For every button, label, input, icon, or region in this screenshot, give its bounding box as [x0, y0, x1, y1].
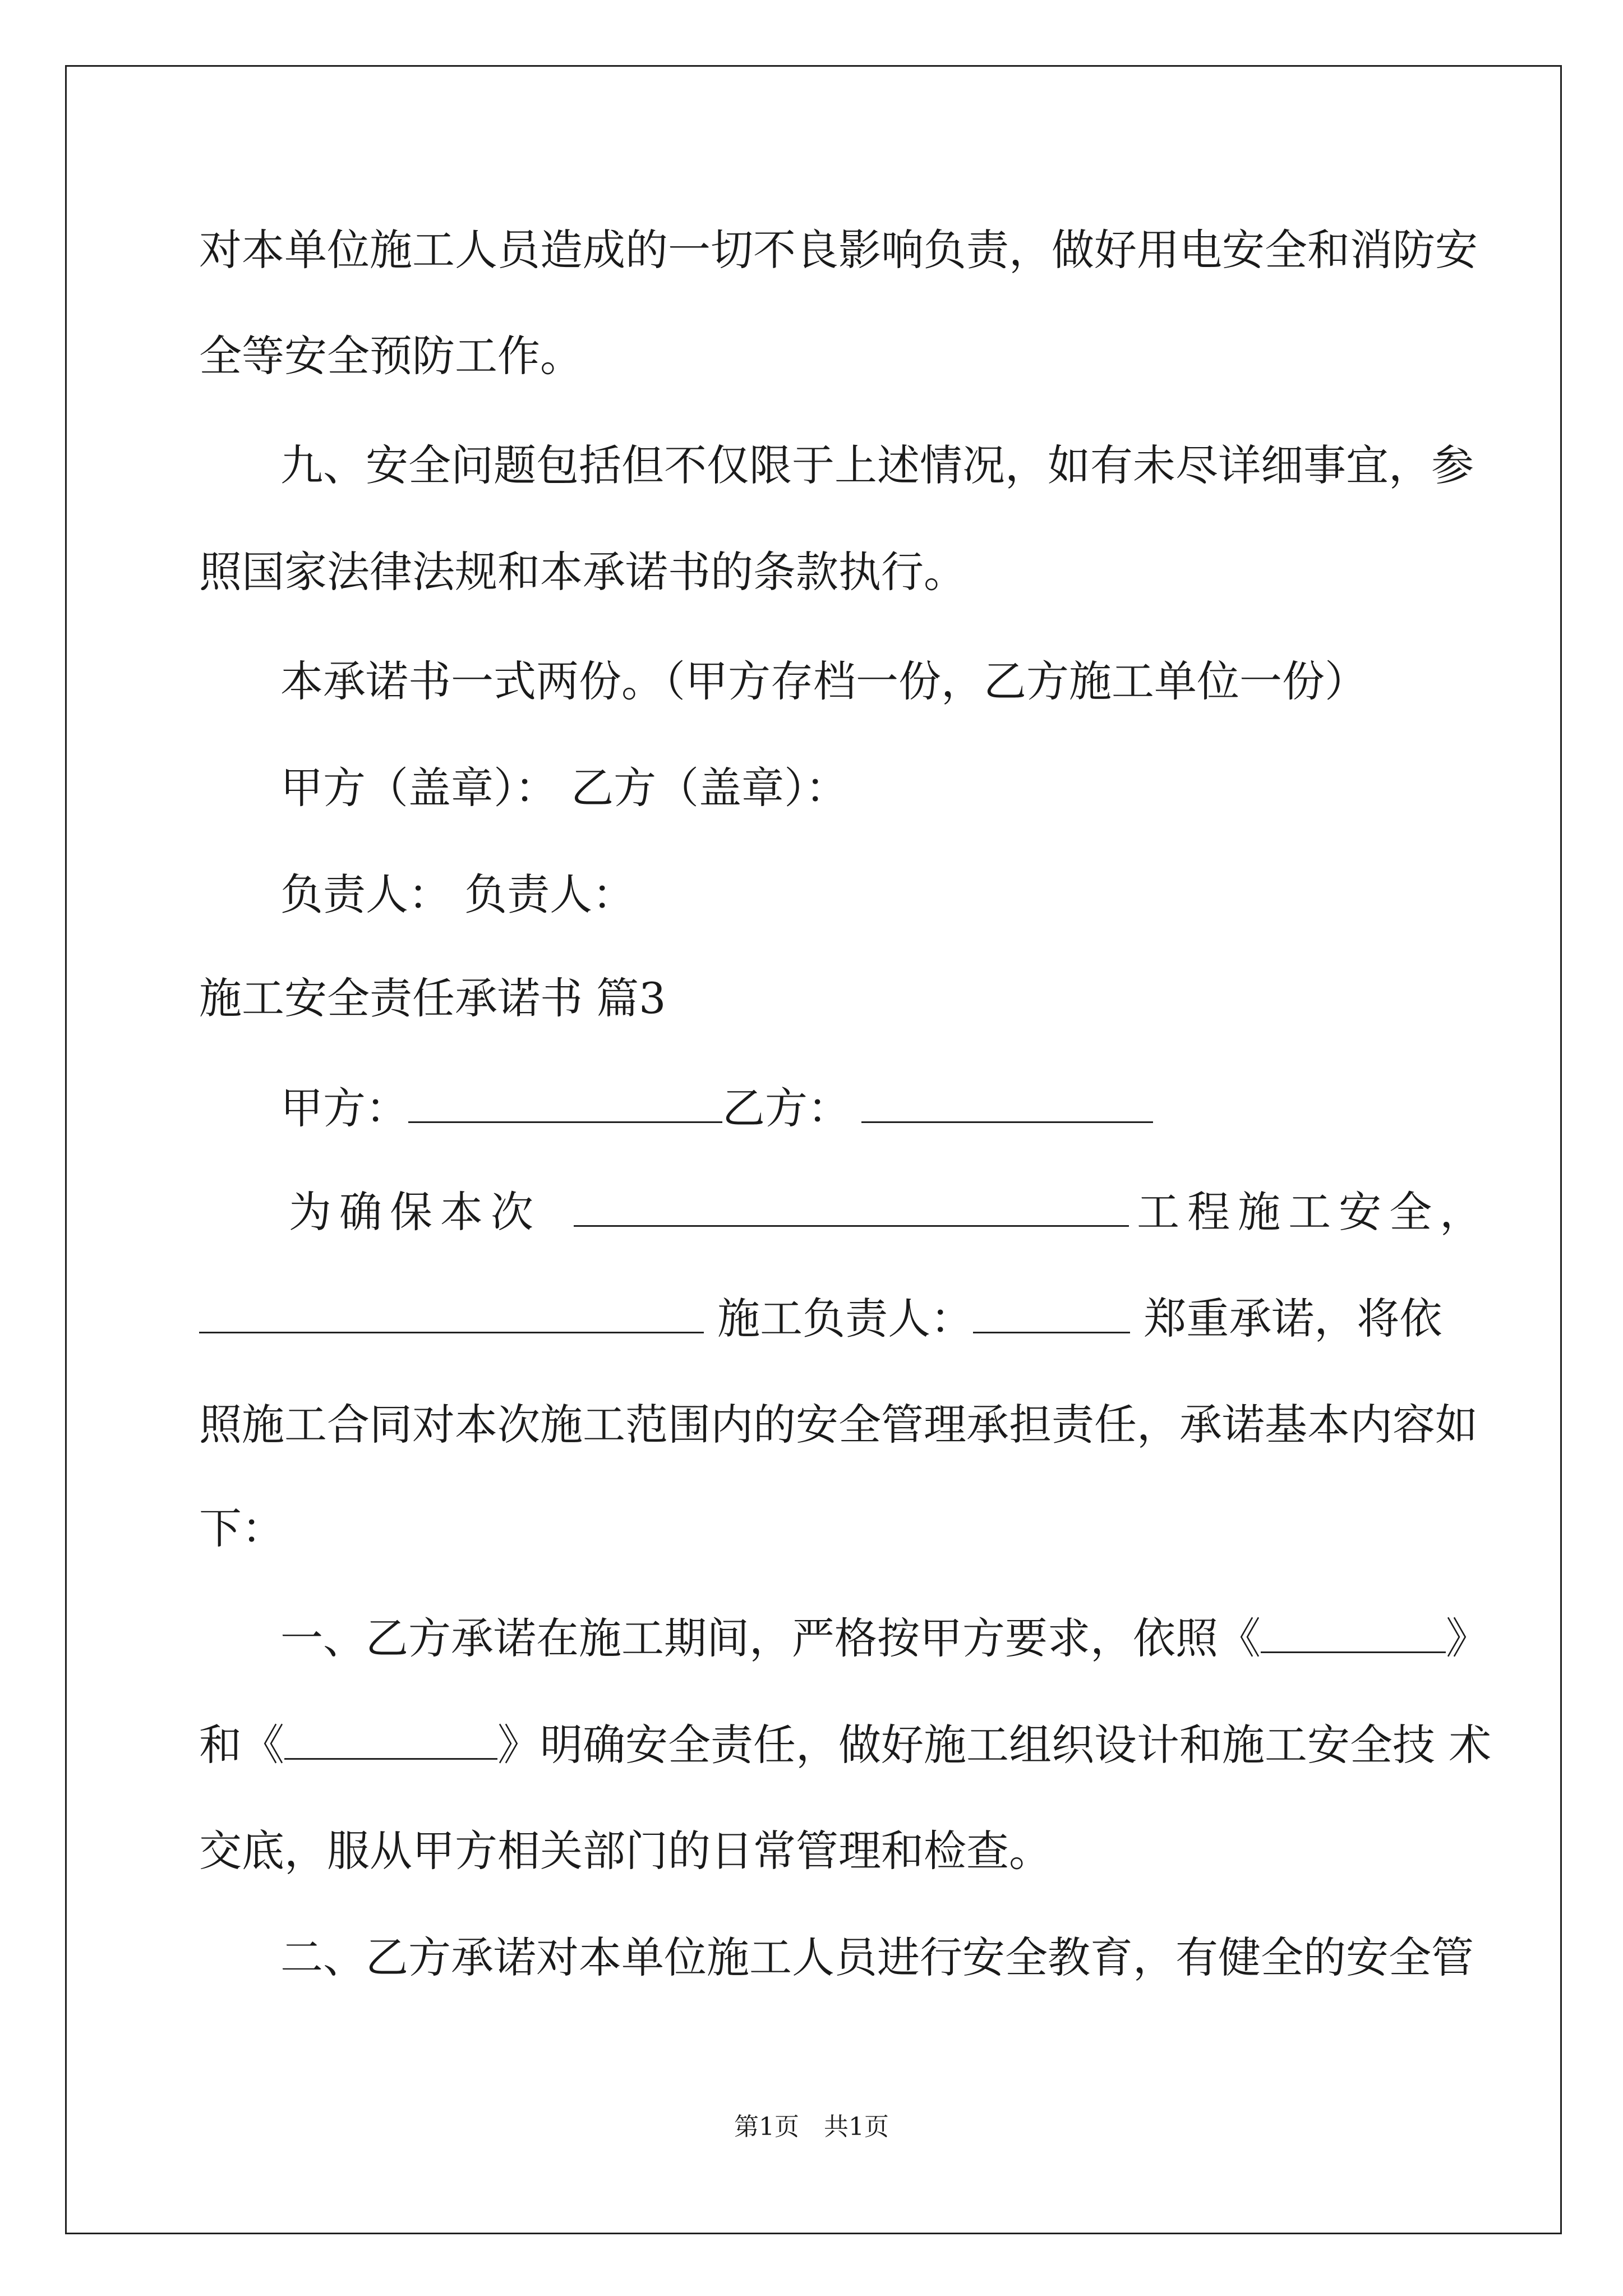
blank-field [408, 1080, 722, 1123]
party-line: 甲方： 乙方： [280, 1080, 1153, 1137]
text-line: 一、乙方承诺在施工期间，严格按甲方要求，依照《 》 [280, 1610, 1488, 1667]
blank-field [284, 1717, 497, 1760]
text-line: 交底，服从甲方相关部门的日常管理和检查。 [199, 1826, 1052, 1876]
blank-field [199, 1290, 704, 1333]
signature-line: 负责人： 负责人： [280, 869, 635, 919]
text-line: 施工负责人： 郑重承诺，将依 [199, 1290, 1442, 1347]
section-heading: 施工安全责任承诺书 篇3 [199, 973, 666, 1023]
blank-field [574, 1184, 1129, 1227]
signature-line: 甲方（盖章）： 乙方（盖章）： [280, 763, 849, 813]
text-line: 二、乙方承诺对本单位施工人员进行安全教育，有健全的安全管 [280, 1932, 1474, 1982]
text-line: 照国家法律法规和本承诺书的条款执行。 [199, 547, 966, 597]
blank-field [861, 1080, 1153, 1123]
text-line: 和《 》明确安全责任，做好施工组织设计和施工安全技 术 [199, 1717, 1491, 1773]
text-line: 对本单位施工人员造成的一切不良影响负责，做好用电安全和消防安 [199, 225, 1478, 275]
page-border [65, 65, 1562, 2234]
blank-field [973, 1290, 1130, 1333]
text-line: 本承诺书一式两份。（甲方存档一份，乙方施工单位一份） [280, 656, 1367, 706]
text-line: 全等安全预防工作。 [199, 331, 583, 381]
text-line: 九、安全问题包括但不仅限于上述情况，如有未尽详细事宜，参 [280, 440, 1474, 490]
text-line: 为确保本次 工程施工安全， [289, 1184, 1490, 1240]
blank-field [1261, 1610, 1446, 1653]
page-number: 第1页 共1页 [734, 2113, 889, 2141]
text-line: 下： [199, 1503, 284, 1553]
text-line: 照施工合同对本次施工范围内的安全管理承担责任，承诺基本内容如 [199, 1400, 1478, 1450]
